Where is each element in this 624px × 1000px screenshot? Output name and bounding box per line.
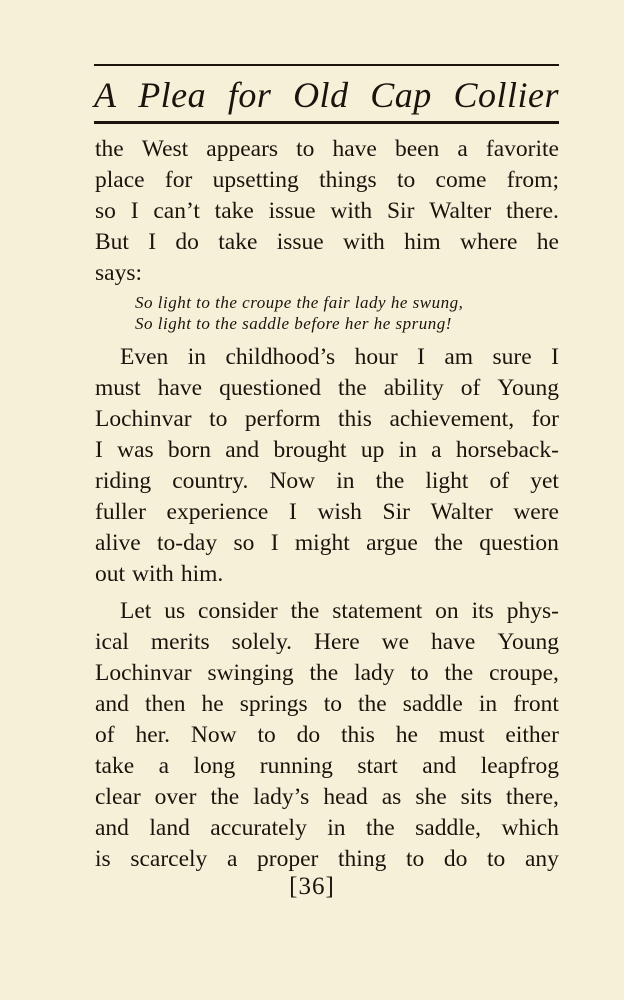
word: says: [95, 260, 142, 286]
word: the [444, 660, 474, 686]
text-line [95, 165, 559, 196]
word: solely. [231, 629, 293, 655]
word: fuller [95, 499, 146, 525]
word: as [381, 784, 402, 810]
word: I [270, 530, 279, 556]
word: in [398, 437, 417, 463]
word: this [340, 722, 375, 748]
word: of [95, 722, 115, 748]
word: must [438, 722, 485, 748]
word: on [435, 598, 459, 624]
word: for [531, 406, 559, 432]
word: Now [190, 722, 237, 748]
text-line [95, 466, 559, 497]
word: issue [268, 198, 316, 224]
word: I [148, 229, 157, 255]
word: the [375, 468, 405, 494]
word: I [130, 198, 139, 224]
word: place [95, 167, 145, 193]
word: West [141, 136, 189, 162]
word: have [157, 375, 203, 401]
word: either [505, 722, 559, 748]
word: she [415, 784, 447, 810]
word: merits [150, 629, 210, 655]
running-head-word: for [227, 75, 272, 115]
word: take [95, 753, 135, 779]
word: achievement, [389, 406, 515, 432]
word: do [175, 229, 199, 255]
word: we [381, 629, 410, 655]
word: consider [198, 598, 278, 624]
word: I [288, 499, 297, 525]
word: wish [317, 499, 362, 525]
word: country. [172, 468, 249, 494]
text-line [95, 134, 559, 165]
word: Young [497, 375, 559, 401]
word: he [395, 722, 418, 748]
text-line [95, 782, 559, 813]
word: a [431, 437, 442, 463]
word: take [214, 198, 254, 224]
word: am [444, 344, 474, 370]
word: land [149, 815, 190, 841]
word: horseback- [455, 437, 559, 463]
text-line [95, 404, 559, 435]
word: out [95, 561, 126, 587]
text-line [95, 751, 559, 782]
word: I [417, 344, 425, 370]
word: front [513, 691, 559, 717]
word: he [536, 229, 559, 255]
word: springs [239, 691, 308, 717]
word: the [434, 530, 463, 556]
paragraph [95, 342, 559, 590]
word: thing [338, 846, 387, 872]
word: the [210, 784, 240, 810]
word: Now [269, 468, 316, 494]
word: so [233, 530, 255, 556]
text-line [95, 258, 559, 289]
word: where [459, 229, 518, 255]
word: the [95, 136, 124, 162]
word: he [201, 691, 224, 717]
word: in [336, 468, 355, 494]
word: been [394, 136, 440, 162]
word: Lochinvar [95, 406, 192, 432]
word: Walter [430, 499, 493, 525]
word: proper [257, 846, 319, 872]
word: so [95, 198, 116, 224]
word: is [95, 846, 111, 872]
word: lady’s [253, 784, 310, 810]
word: to [487, 846, 506, 872]
word: Young [497, 629, 559, 655]
word: him. [180, 561, 224, 587]
word: I [95, 437, 103, 463]
word: start [357, 753, 398, 779]
word: swinging [207, 660, 294, 686]
paragraph [95, 596, 559, 875]
word: accurately [210, 815, 307, 841]
word: a [226, 846, 238, 872]
word: then [144, 691, 186, 717]
word: must [95, 375, 141, 401]
text-line [95, 596, 559, 627]
word: which [501, 815, 559, 841]
word: Here [314, 629, 360, 655]
word: and [95, 691, 129, 717]
word: sits [460, 784, 493, 810]
word: do [443, 846, 468, 872]
word: saddle [402, 691, 463, 717]
word: to [323, 691, 342, 717]
word: in [478, 691, 498, 717]
word: argue [366, 530, 418, 556]
word: for [164, 167, 193, 193]
word: of [460, 375, 481, 401]
text-line [95, 435, 559, 466]
text-line [95, 497, 559, 528]
text-line [95, 658, 559, 689]
verse-quotation [135, 292, 559, 334]
text-line [95, 559, 559, 590]
word: a [457, 136, 468, 162]
word: and [95, 815, 129, 841]
word: there, [506, 784, 559, 810]
running-head-word: Cap [370, 75, 432, 115]
word: the [358, 691, 387, 717]
word: question [479, 530, 559, 556]
word: with [343, 229, 385, 255]
word: born [167, 437, 211, 463]
word: to [405, 846, 425, 872]
paragraph [95, 134, 559, 289]
word: Even [120, 344, 169, 370]
word: to [257, 722, 276, 748]
word: leapfrog [480, 753, 559, 779]
word: things [319, 167, 377, 193]
text-line [95, 227, 559, 258]
word: to [209, 406, 228, 432]
text-line [95, 720, 559, 751]
word: up [360, 437, 385, 463]
word: saddle, [415, 815, 482, 841]
running-head [94, 70, 559, 120]
word: the [290, 598, 320, 624]
word: long [193, 753, 236, 779]
word: take [218, 229, 258, 255]
word: us [164, 598, 186, 624]
verse-line: So light to the croupe the fair lady he swung, [135, 293, 464, 312]
word: lady [354, 660, 395, 686]
page-number: [36] [289, 873, 335, 900]
word: the [337, 375, 367, 401]
word: brought [273, 437, 347, 463]
word: childhood’s [225, 344, 336, 370]
word: Walter [429, 198, 492, 224]
word: upsetting [212, 167, 299, 193]
word: from; [506, 167, 559, 193]
verse-line: So light to the saddle before her he sprung! [135, 314, 452, 333]
word: Sir [382, 499, 410, 525]
word: alive [95, 530, 141, 556]
word: light [425, 468, 469, 494]
word: of [489, 468, 510, 494]
text-line [95, 528, 559, 559]
text-line [95, 342, 559, 373]
running-head-word: Plea [138, 75, 207, 115]
text-line [95, 689, 559, 720]
word: with [132, 561, 174, 587]
word: running [259, 753, 333, 779]
word: scarcely [130, 846, 208, 872]
word: croupe, [489, 660, 559, 686]
word: were [513, 499, 559, 525]
header-rule-bottom [94, 121, 559, 124]
word: ability [383, 375, 444, 401]
word: hour [354, 344, 398, 370]
word: statement [332, 598, 423, 624]
running-head-word: Collier [453, 75, 559, 115]
word: Sir [386, 198, 415, 224]
running-head-word: Old [293, 75, 349, 115]
word: clear [95, 784, 141, 810]
word: to [410, 660, 429, 686]
word: this [338, 406, 372, 432]
word: to [396, 167, 416, 193]
word: her. [135, 722, 171, 748]
word: there. [506, 198, 559, 224]
word: ical [95, 629, 129, 655]
text-line [95, 373, 559, 404]
body-text [95, 134, 559, 875]
word: Lochinvar [95, 660, 192, 686]
word: any [524, 846, 559, 872]
word: sure [492, 344, 532, 370]
word: favorite [485, 136, 559, 162]
word: But [95, 229, 129, 255]
word: have [332, 136, 377, 162]
word: him [404, 229, 441, 255]
word: its [471, 598, 494, 624]
word: the [365, 815, 395, 841]
word: come [435, 167, 487, 193]
word: and [422, 753, 457, 779]
word: in [187, 344, 207, 370]
word: Let [120, 598, 152, 624]
word: was [117, 437, 154, 463]
running-head-word: A [94, 75, 117, 115]
word: can’t [153, 198, 200, 224]
text-line [95, 627, 559, 658]
word: to [296, 136, 315, 162]
word: riding [95, 468, 152, 494]
word: do [296, 722, 321, 748]
word: a [158, 753, 170, 779]
word: head [323, 784, 368, 810]
word: in [327, 815, 346, 841]
text-line [95, 813, 559, 844]
word: the [309, 660, 339, 686]
word: with [330, 198, 373, 224]
word: have [431, 629, 476, 655]
word: appears [206, 136, 279, 162]
word: over [154, 784, 197, 810]
word: and [225, 437, 260, 463]
word: yet [530, 468, 559, 494]
text-line [95, 196, 559, 227]
text-line [95, 844, 559, 875]
word: phys- [506, 598, 559, 624]
word: I [551, 344, 559, 370]
word: to-day [157, 530, 218, 556]
word: experience [166, 499, 269, 525]
word: perform [244, 406, 321, 432]
word: issue [276, 229, 324, 255]
word: questioned [219, 375, 321, 401]
header-rule-top [94, 64, 559, 66]
word: might [294, 530, 350, 556]
